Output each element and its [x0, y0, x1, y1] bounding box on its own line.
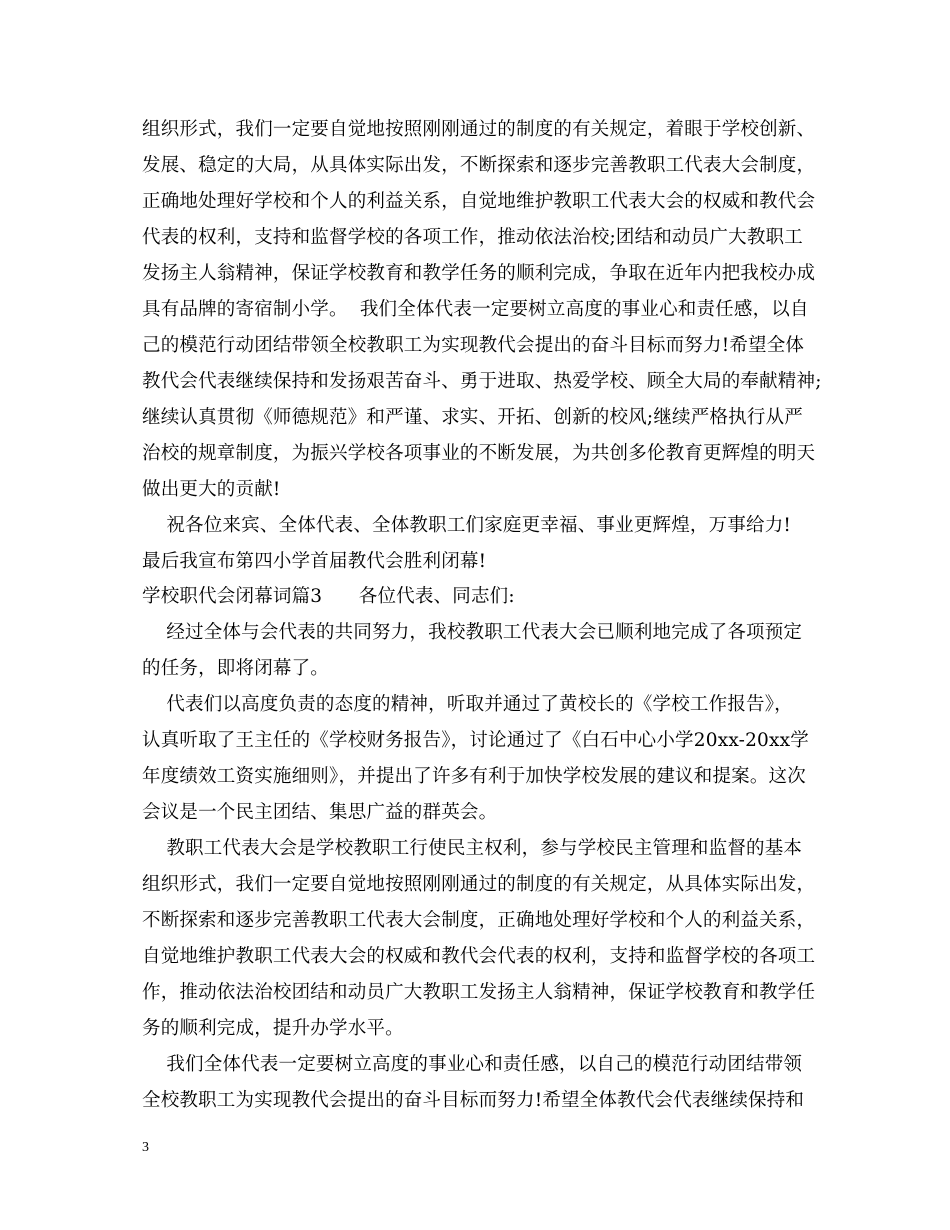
text-line: 教职工代表大会是学校教职工行使民主权利，参与学校民主管理和监督的基本 [142, 838, 803, 859]
text-line: 组织形式，我们一定要自觉地按照刚刚通过的制度的有关规定，从具体实际出发， [142, 874, 816, 895]
text-line: 不断探索和逐步完善教职工代表大会制度，正确地处理好学校和个人的利益关系， [142, 910, 816, 931]
text-line: 治校的规章制度，为振兴学校各项事业的不断发展，为共创多伦教育更辉煌的明天 [142, 443, 816, 464]
page-number: 3 [142, 1140, 149, 1155]
text-line: 会议是一个民主团结、集思广益的群英会。 [142, 802, 498, 823]
text-line: 认真听取了王主任的《学校财务报告》，讨论通过了《白石中心小学20xx-20xx学 [142, 730, 809, 751]
text-line: 务的顺利完成，提升办学水平。 [142, 1018, 404, 1039]
text-line: 教代会代表继续保持和发扬艰苦奋斗、勇于进取、热爱学校、顾全大局的奉献精神; [142, 371, 822, 392]
text-line: 代表的权利，支持和监督学校的各项工作，推动依法治校;团结和动员广大教职工 [142, 227, 803, 248]
text-line: 组织形式，我们一定要自觉地按照刚刚通过的制度的有关规定，着眼于学校创新、 [142, 119, 816, 140]
text-line: 做出更大的贡献! [142, 479, 281, 500]
text-line: 作，推动依法治校团结和动员广大教职工发扬主人翁精神，保证学校教育和教学任 [142, 982, 816, 1003]
text-line: 最后我宣布第四小学首届教代会胜利闭幕! [142, 551, 487, 572]
text-line: 正确地处理好学校和个人的利益关系，自觉地维护教职工代表大会的权威和教代会 [142, 191, 816, 212]
text-line: 全校教职工为实现教代会提出的奋斗目标而努力!希望全体教代会代表继续保持和 [142, 1090, 805, 1111]
text-line: 具有品牌的寄宿制小学。 我们全体代表一定要树立高度的事业心和责任感，以自 [142, 299, 809, 320]
text-line: 发扬主人翁精神，保证学校教育和教学任务的顺利完成，争取在近年内把我校办成 [142, 263, 816, 284]
section-heading: 学校职代会闭幕词篇3 各位代表、同志们: [142, 586, 515, 607]
text-line: 继续认真贯彻《师德规范》和严谨、求实、开拓、创新的校风;继续严格执行从严 [142, 407, 803, 428]
text-line: 年度绩效工资实施细则》，并提出了许多有利于加快学校发展的建议和提案。这次 [142, 766, 806, 787]
text-line: 我们全体代表一定要树立高度的事业心和责任感，以自己的模范行动团结带领 [142, 1054, 803, 1075]
text-line: 经过全体与会代表的共同努力，我校教职工代表大会已顺利地完成了各项预定 [142, 622, 803, 643]
text-line: 发展、稳定的大局，从具体实际出发，不断探索和逐步完善教职工代表大会制度， [142, 155, 816, 176]
text-line: 自觉地维护教职工代表大会的权威和教代会代表的权利，支持和监督学校的各项工 [142, 946, 816, 967]
text-line: 的任务，即将闭幕了。 [142, 658, 330, 679]
text-line: 代表们以高度负责的态度的精神，听取并通过了黄校长的《学校工作报告》， [142, 694, 793, 715]
text-line: 祝各位来宾、全体代表、全体教职工们家庭更幸福、事业更辉煌，万事给力! [142, 515, 792, 536]
text-line: 己的模范行动团结带领全校教职工为实现教代会提出的奋斗目标而努力!希望全体 [142, 335, 805, 356]
